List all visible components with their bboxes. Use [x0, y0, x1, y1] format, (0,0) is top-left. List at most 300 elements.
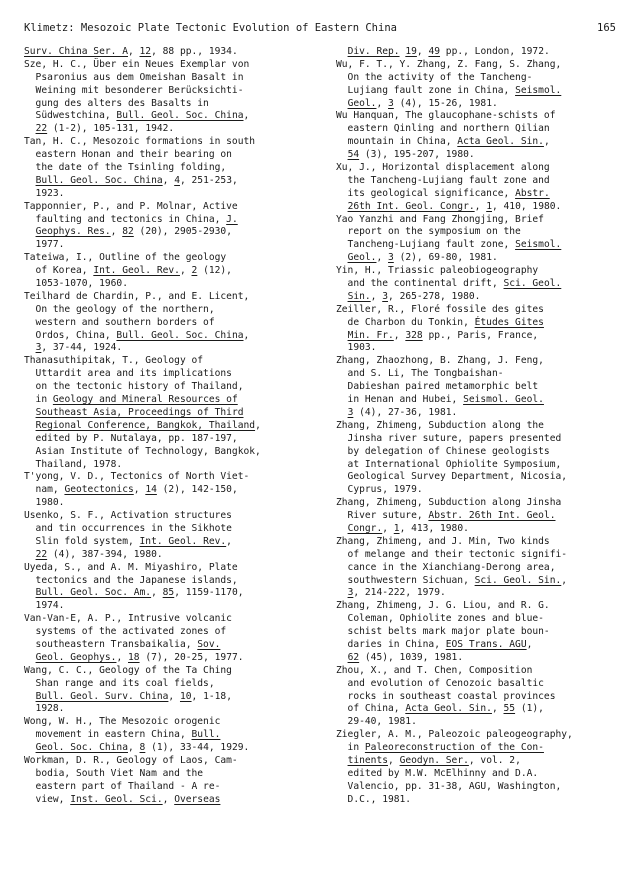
reference-text: Thanasuthipitak, T., Geology of: [24, 355, 204, 367]
reference-line: [336, 729, 628, 742]
reference-text: ,: [491, 703, 504, 715]
reference-line: [336, 471, 628, 484]
reference-text: of China,: [336, 703, 406, 715]
citation-source-text: Geol.: [347, 252, 377, 264]
citation-source-text: Min. Fr.: [347, 329, 394, 341]
reference-text: on the tectonic history of Thailand,: [24, 381, 244, 393]
reference-line: [336, 587, 628, 600]
reference-line: [24, 46, 316, 59]
reference-line: [24, 742, 316, 755]
reference-text: 1923.: [24, 187, 65, 199]
reference-line: [336, 768, 628, 781]
citation-source-text: 18: [128, 651, 140, 663]
reference-text: 29-40, 1981.: [336, 716, 417, 728]
reference-line: [336, 665, 628, 678]
reference-text: (1),: [515, 703, 544, 715]
reference-text: de Charbon du Tonkin,: [336, 316, 475, 328]
reference-text: eastern Qinling and northern Qilian: [336, 123, 550, 135]
reference-line: [24, 239, 316, 252]
reference-text: Slin fold system,: [24, 535, 140, 547]
reference-text: River suture,: [336, 510, 429, 522]
reference-text: of Korea,: [24, 265, 94, 277]
reference-text: (2), 142-150,: [156, 484, 238, 496]
citation-source-text: 22: [35, 548, 48, 560]
reference-line: [336, 639, 628, 652]
citation-source-text: Acta Geol. Sin.: [457, 136, 544, 148]
reference-line: [336, 562, 628, 575]
reference-line: [336, 342, 628, 355]
reference-text: Tapponnier, P., and P. Molnar, Active: [24, 200, 238, 212]
citation-source-text: 1: [486, 200, 492, 212]
citation-source-text: J.: [226, 213, 238, 225]
citation-source-text: 85: [162, 587, 175, 599]
reference-text: rocks in southeast coastal provinces: [336, 690, 556, 702]
reference-text: On the activity of the Tancheng-: [336, 71, 533, 83]
citation-source-text: Geol. Geophys.: [35, 651, 117, 663]
reference-line: [336, 175, 628, 188]
reference-line: [336, 394, 628, 407]
reference-text: ,: [179, 265, 192, 277]
reference-line: [24, 781, 316, 794]
reference-text: Usenko, S. F., Activation structures: [24, 510, 232, 522]
reference-line: [336, 742, 628, 755]
reference-line: [336, 252, 628, 265]
reference-text: (7), 20-25, 1977.: [139, 651, 244, 663]
reference-line: [336, 368, 628, 381]
reference-line: [336, 381, 628, 394]
reference-text: Tateiwa, I., Outline of the geology: [24, 252, 227, 264]
reference-line: [24, 420, 316, 433]
reference-line: [24, 562, 316, 575]
citation-source-text: Int. Geol. Rev.: [139, 535, 227, 547]
reference-text: [24, 123, 36, 134]
reference-line: [336, 536, 628, 549]
reference-text: gung des alters des Basalts in: [24, 97, 209, 109]
citation-source-text: Southeast Asia, Proceedings of Third: [35, 406, 244, 418]
reference-text: southwestern Sichuan,: [336, 574, 475, 586]
citation-source-text: Surv. China Ser. A: [24, 46, 128, 57]
reference-line: [24, 252, 316, 265]
citation-source-text: Geotectonics: [64, 484, 134, 496]
running-title: Klimetz: Mesozoic Plate Tectonic Evolution of Eastern China: [24, 22, 397, 34]
reference-line: [336, 291, 628, 304]
reference-text: pp., Paris, France,: [422, 329, 539, 341]
reference-line: [24, 691, 316, 704]
reference-text: Zhang, Zhimeng, Subduction along Jinsha: [336, 497, 562, 509]
reference-line: [336, 188, 628, 201]
reference-text: ,: [151, 587, 163, 599]
reference-line: [336, 265, 628, 278]
reference-line: [24, 446, 316, 459]
citation-source-text: 10: [179, 690, 192, 702]
reference-line: [24, 342, 316, 355]
reference-line: [24, 110, 316, 123]
reference-line: [24, 536, 316, 549]
reference-line: [24, 188, 316, 201]
reference-text: [336, 46, 348, 57]
reference-text: [24, 420, 36, 431]
reference-line: [24, 652, 316, 665]
citation-source-text: Sov.: [197, 638, 221, 650]
citation-source-text: Geol. Soc. China: [35, 742, 128, 754]
reference-text: Zhang, Zhimeng, and J. Min, Two kinds: [336, 535, 550, 547]
reference-text: edited by M.W. McElhinny and D.A.: [336, 767, 539, 779]
reference-line: [24, 729, 316, 742]
reference-line: [336, 72, 628, 85]
citation-source-text: 49: [428, 46, 441, 57]
reference-text: Teilhard de Chardin, P., and E. Licent,: [24, 290, 250, 302]
reference-text: Tan, H. C., Mesozoic formations in south: [24, 136, 256, 148]
reference-line: [336, 755, 628, 768]
reference-text: ,: [388, 754, 400, 766]
reference-line: [24, 317, 316, 330]
reference-text: ,: [382, 522, 394, 534]
reference-line: [336, 484, 628, 497]
reference-line: [336, 446, 628, 459]
reference-line: [336, 355, 628, 368]
reference-line: [24, 768, 316, 781]
reference-text: cance in the Xianchiang-Derong area,: [336, 561, 556, 573]
citation-source-text: Sci. Geol.: [503, 278, 562, 290]
reference-text: (4), 15-26, 1981.: [393, 97, 498, 109]
reference-text: [336, 755, 348, 766]
reference-text: , 1159-1170,: [174, 587, 244, 599]
citation-source-text: Acta Geol. Sin.: [405, 703, 492, 715]
reference-line: [336, 716, 628, 729]
reference-text: southeastern Transbaikalia,: [24, 638, 198, 650]
reference-text: ,: [162, 793, 175, 805]
citation-source-text: Sci. Geol. Sin.: [474, 574, 562, 586]
reference-line: [336, 459, 628, 472]
reference-text: daries in China,: [336, 638, 446, 650]
citation-source-text: Sin.: [347, 290, 371, 302]
reference-text: ,: [561, 574, 568, 586]
reference-line: [24, 226, 316, 239]
reference-text: ,: [162, 174, 175, 186]
reference-line: [336, 497, 628, 510]
reference-line: [24, 330, 316, 343]
reference-line: [336, 433, 628, 446]
reference-line: [24, 510, 316, 523]
citation-source-text: Seismol.: [515, 84, 562, 96]
reference-text: [24, 742, 36, 753]
citation-source-text: Seismol.: [515, 239, 562, 251]
reference-text: ,: [416, 46, 429, 57]
reference-line: [24, 355, 316, 368]
reference-line: [336, 794, 628, 807]
reference-line: [24, 278, 316, 291]
reference-text: Thailand, 1978.: [24, 458, 123, 470]
reference-line: [336, 226, 628, 239]
reference-text: ,: [127, 46, 140, 57]
reference-text: (4), 387-394, 1980.: [47, 548, 163, 560]
citation-source-text: Geophys. Res.: [35, 226, 111, 238]
citation-source-text: Bull. Geol. Soc. China: [35, 174, 163, 186]
reference-line: [24, 639, 316, 652]
reference-text: 1977.: [24, 239, 65, 251]
reference-text: (12),: [197, 265, 232, 277]
reference-text: , vol. 2,: [468, 754, 521, 766]
reference-text: Workman, D. R., Geology of Laos, Cam-: [24, 754, 238, 766]
citation-source-text: Geology and Mineral Resources of: [52, 394, 238, 406]
citation-source-text: 82: [122, 226, 134, 238]
citation-source-text: 328: [405, 329, 423, 341]
reference-text: [24, 652, 36, 663]
reference-line: [336, 652, 628, 665]
reference-line: [336, 703, 628, 716]
reference-text: ,: [243, 110, 250, 122]
reference-line: [336, 678, 628, 691]
reference-text: (2), 69-80, 1981.: [393, 252, 498, 264]
reference-text: Wang, C. C., Geology of the Ta Ching: [24, 664, 232, 676]
reference-text: , 37-44, 1924.: [41, 342, 123, 354]
reference-text: of melange and their tectonic signifi-: [336, 548, 568, 560]
reference-text: Zhou, X., and T. Chen, Composition: [336, 664, 533, 676]
citation-source-text: Bull. Geol. Soc. China: [116, 329, 244, 341]
reference-text: [336, 652, 348, 663]
reference-text: 1974.: [24, 600, 65, 612]
reference-text: [336, 149, 348, 160]
reference-line: [24, 368, 316, 381]
reference-text: by delegation of Chinese geologists: [336, 445, 550, 457]
reference-text: Psaronius aus dem Omeishan Basalt in: [24, 71, 244, 83]
reference-text: [24, 691, 36, 702]
reference-text: pp., London, 1972.: [440, 46, 550, 57]
citation-source-text: Bull. Geol. Soc. China: [116, 110, 244, 122]
reference-line: [24, 575, 316, 588]
reference-text: ,: [526, 638, 533, 650]
reference-text: [336, 587, 348, 598]
reference-line: [336, 162, 628, 175]
reference-line: [336, 600, 628, 613]
reference-text: eastern part of Thailand - A re-: [24, 780, 221, 792]
reference-text: 1980.: [24, 497, 65, 509]
reference-text: 1903.: [336, 342, 377, 354]
reference-line: [24, 459, 316, 472]
reference-line: [336, 510, 628, 523]
reference-line: [336, 85, 628, 98]
reference-text: Coleman, Ophiolite zones and blue-: [336, 613, 544, 625]
reference-text: and S. Li, The Tongbaishan-: [336, 368, 504, 380]
citation-source-text: 55: [503, 703, 516, 715]
citation-source-text: Bull.: [191, 729, 221, 741]
reference-text: , 413, 1980.: [399, 522, 469, 534]
reference-line: [24, 98, 316, 111]
reference-text: ,: [376, 252, 389, 264]
reference-text: , 214-222, 1979.: [353, 587, 446, 599]
citation-source-text: Congr.: [347, 522, 383, 534]
citation-source-text: Int. Geol. Rev.: [93, 265, 180, 277]
citation-source-text: 3: [388, 252, 394, 264]
citation-source-text: EOS Trans. AGU: [445, 638, 527, 650]
reference-line: [336, 626, 628, 639]
reference-line: [336, 214, 628, 227]
citation-source-text: 12: [139, 46, 152, 57]
reference-text: T'yong, V. D., Tectonics of North Viet-: [24, 471, 250, 483]
reference-text: (1-2), 105-131, 1942.: [47, 123, 175, 135]
reference-line: [24, 703, 316, 716]
reference-text: Geological Survey Department, Nicosia,: [336, 471, 568, 483]
reference-text: and evolution of Cenozoic basaltic: [336, 677, 544, 689]
reference-text: ,: [127, 742, 140, 754]
page-number: 165: [597, 22, 616, 34]
reference-line: [24, 72, 316, 85]
reference-text: ,: [133, 484, 146, 496]
citation-source-text: 54: [347, 149, 360, 161]
citation-source-text: 3: [347, 406, 354, 418]
reference-text: mountain in China,: [336, 136, 458, 148]
reference-line: [24, 214, 316, 227]
reference-text: Sze, H. C., Über ein Neues Exemplar von: [24, 58, 250, 70]
reference-text: in Henan and Hubei,: [336, 394, 464, 406]
reference-line: [24, 59, 316, 72]
reference-text: Jinsha river suture, papers presented: [336, 432, 562, 444]
citation-source-text: 3: [388, 97, 394, 109]
reference-line: [336, 523, 628, 536]
reference-line: [24, 201, 316, 214]
reference-text: ,: [255, 419, 261, 431]
reference-text: (3), 195-207, 1980.: [359, 149, 475, 161]
reference-line: [24, 394, 316, 407]
reference-line: [24, 175, 316, 188]
reference-line: [24, 549, 316, 562]
reference-text: [336, 98, 348, 109]
reference-text: [24, 175, 36, 186]
reference-text: ,: [370, 290, 383, 302]
running-header: [24, 20, 616, 36]
citation-source-text: Regional Conference, Bangkok, Thailand: [35, 419, 256, 431]
reference-text: view,: [24, 793, 71, 805]
reference-line: [24, 716, 316, 729]
reference-line: [24, 600, 316, 613]
reference-line: [336, 110, 628, 123]
reference-line: [24, 523, 316, 536]
reference-text: Van-Van-E, A. P., Intrusive volcanic: [24, 613, 232, 625]
reference-line: [336, 201, 628, 214]
reference-text: and tin occurrences in the Sikhote: [24, 522, 232, 534]
reference-line: [336, 98, 628, 111]
citation-source-text: 3: [35, 342, 42, 354]
reference-text: , 251-253,: [179, 174, 238, 186]
reference-line: [336, 613, 628, 626]
reference-text: [336, 291, 348, 302]
reference-text: Tancheng-Lujiang fault zone,: [336, 239, 516, 251]
citation-source-text: Overseas: [174, 793, 221, 805]
reference-line: [336, 278, 628, 291]
reference-text: , 88 pp., 1934.: [151, 46, 238, 57]
reference-text: nam,: [24, 484, 65, 496]
reference-text: the date of the Tsinling folding,: [24, 162, 227, 174]
reference-line: [336, 123, 628, 136]
reference-text: ,: [243, 329, 250, 341]
reference-text: Südwestchina,: [24, 110, 117, 122]
reference-text: , 265-278, 1980.: [388, 290, 481, 302]
reference-line: [24, 433, 316, 446]
reference-line: [24, 794, 316, 807]
citation-source-text: 62: [347, 651, 360, 663]
citation-source-text: Geodyn. Ser.: [399, 754, 469, 766]
reference-text: its geological significance,: [336, 187, 516, 199]
reference-text: Zhang, Zhaozhong, B. Zhang, J. Feng,: [336, 355, 544, 367]
citation-source-text: 8: [139, 742, 146, 754]
reference-text: Weining mit besonderer Berücksichti-: [24, 84, 244, 96]
reference-text: , 410, 1980.: [491, 200, 562, 212]
reference-line: [24, 136, 316, 149]
reference-text: and the continental drift,: [336, 278, 504, 290]
reference-line: [24, 304, 316, 317]
reference-line: [336, 781, 628, 794]
reference-line: [24, 123, 316, 136]
reference-text: , 1-18,: [191, 690, 232, 702]
citation-source-text: 4: [174, 174, 180, 186]
reference-text: D.C., 1981.: [336, 793, 412, 805]
reference-line: [24, 407, 316, 420]
reference-line: [24, 665, 316, 678]
reference-text: ,: [226, 535, 232, 547]
reference-text: Uttardit area and its implications: [24, 368, 232, 380]
citation-source-text: Div. Rep.: [347, 46, 400, 57]
reference-text: Asian Institute of Technology, Bangkok,: [24, 445, 261, 457]
reference-text: ,: [474, 200, 487, 212]
reference-text: ,: [116, 651, 128, 663]
reference-line: [336, 407, 628, 420]
reference-text: (4), 27-36, 1981.: [353, 406, 458, 418]
reference-text: [24, 549, 36, 560]
reference-text: Ordos, China,: [24, 329, 117, 341]
reference-line: [24, 484, 316, 497]
reference-text: systems of the activated zones of: [24, 626, 227, 638]
reference-line: [336, 46, 628, 59]
reference-line: [336, 136, 628, 149]
reference-text: Yin, H., Triassic paleobiogeography: [336, 265, 539, 277]
reference-text: Wu Hanquan, The glaucophane-schists of: [336, 110, 556, 122]
reference-text: ,: [393, 329, 406, 341]
reference-text: [336, 201, 348, 212]
reference-line: [336, 59, 628, 72]
reference-text: bodia, South Viet Nam and the: [24, 767, 204, 779]
reference-line: [24, 587, 316, 600]
reference-line: [336, 304, 628, 317]
citation-source-text: Abstr. 26th Int. Geol.: [428, 510, 556, 522]
reference-line: [24, 613, 316, 626]
citation-source-text: Bull. Geol. Surv. China: [35, 690, 169, 702]
reference-text: Cyprus, 1979.: [336, 484, 423, 496]
reference-line: [24, 471, 316, 484]
reference-text: Shan range and its coal fields,: [24, 677, 215, 689]
reference-line: [24, 626, 316, 639]
reference-text: [24, 342, 36, 353]
citation-source-text: 1: [393, 522, 400, 534]
reference-line: [336, 330, 628, 343]
reference-text: 1053-1070, 1960.: [24, 278, 128, 290]
reference-text: Wu, F. T., Y. Zhang, Z. Fang, S. Zhang,: [336, 58, 562, 70]
reference-text: Xu, J., Horizontal displacement along: [336, 162, 550, 174]
reference-text: ,: [376, 97, 389, 109]
reference-line: [24, 265, 316, 278]
citation-source-text: tinents: [347, 754, 388, 766]
reference-text: Ziegler, A. M., Paleozoic paleogeography,: [336, 729, 573, 741]
citation-source-text: 2: [191, 265, 198, 277]
reference-text: edited by P. Nutalaya, pp. 187-197,: [24, 432, 238, 444]
reference-text: ,: [168, 690, 180, 702]
reference-text: [336, 252, 348, 263]
reference-text: (20), 2905-2930,: [133, 226, 232, 238]
reference-text: in: [24, 394, 53, 406]
reference-text: schist belts mark major plate boun-: [336, 626, 550, 638]
citation-source-text: 26th Int. Geol. Congr.: [347, 200, 475, 212]
reference-text: (1), 33-44, 1929.: [145, 742, 250, 754]
reference-text: [24, 226, 36, 237]
